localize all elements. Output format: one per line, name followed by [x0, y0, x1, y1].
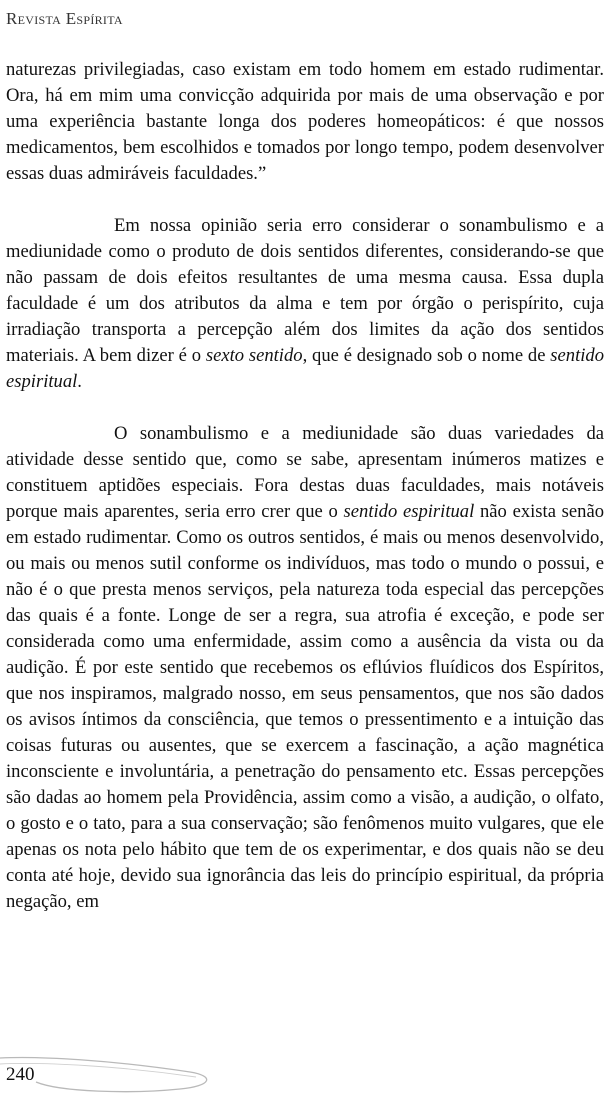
text-run: O sonambulismo e a mediunidade são duas variedades da atividade desse sentido que, como se sabe, apresentam inúmeros matizes e constituem aptidões especiais. Fora destas duas faculdades, mais notáveis porque mais aparentes, seria erro crer que o	[6, 423, 604, 522]
running-head-title: Revista Espírita	[6, 9, 123, 28]
text-run: , que é designado sob o nome de	[302, 345, 551, 366]
page-number: 240	[6, 1064, 35, 1085]
body-text	[6, 57, 604, 915]
italic-term: sentido espiritual	[343, 501, 475, 522]
body-paragraph	[6, 421, 604, 915]
text-run: naturezas privilegiadas, caso existam em todo homem em estado rudimentar. Ora, há em mim uma convicção adquirida por mais de uma observação e por uma experiência bastante longa dos poderes homeopáticos: é que nossos medicamentos, bem escolhidos e tomados por longo tempo, podem desenvolver essas duas admiráveis faculdades.”	[6, 59, 604, 184]
italic-term: sexto sentido	[205, 345, 303, 366]
text-run: Em nossa opinião seria erro considerar o sonambulismo e a mediunidade como o produto de dois sentidos diferentes, considerando-se que não passam de dois efeitos resultantes de uma mesma causa. Essa dupla faculdade é um dos atributos da alma e tem por órgão o perispírito, cuja irradiação transporta a percepção além dos limites da ação dos sentidos materiais. A bem dizer é o	[6, 215, 604, 366]
body-paragraph	[6, 57, 604, 187]
body-paragraph	[6, 213, 604, 395]
text-run: .	[77, 371, 82, 392]
text-run: não exista senão em estado rudimentar. Como os outros sentidos, é mais ou menos desenvolvido, ou mais ou menos sutil conforme os indivíduos, mas todo o mundo o possui, e não é o que presta menos serviços, pela natureza toda especial das percepções das quais é a fonte. Longe de ser a regra, sua atrofia é exceção, e pode ser considerada como uma enfermidade, assim como a ausência da vista ou da audição. É por este sentido que recebemos os eflúvios fluídicos dos Espíritos, que nos inspiramos, malgrado nosso, em seus pensamentos, que nos são dados os avisos íntimos da consciência, que temos o pressentimento e a intuição das coisas futuras ou ausentes, que se exercem a fascinação, a ação magnética inconsciente e involuntária, a penetração do pensamento etc. Essas percepções são dadas ao homem pela Providência, assim como a visão, a audição, o olfato, o gosto e o tato, para a sua conservação; são fenômenos muito vulgares, que ele apenas os nota pelo hábito que tem de os experimentar, e dos quais não se deu conta até hoje, devido sua ignorância das leis do princípio espiritual, da própria negação, em	[6, 501, 605, 912]
italic-term: sentido espiritual	[6, 345, 604, 392]
